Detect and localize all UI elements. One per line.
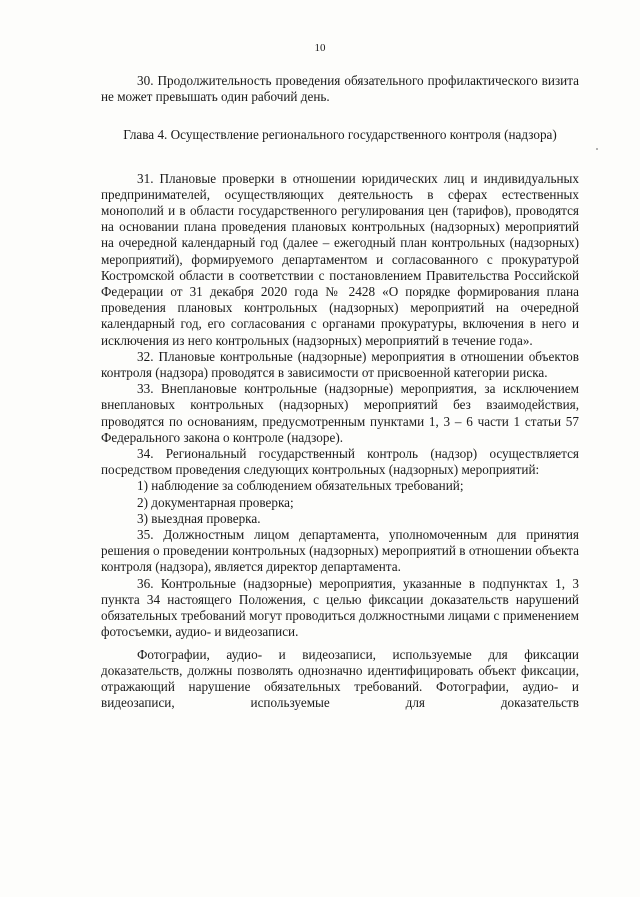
paragraph-32: 32. Плановые контрольные (надзорные) мероприятия в отношении объектов контроля (надзора) проводятся в зависимости от присвоенной категории риска. xyxy=(101,348,579,381)
paragraph-33: 33. Внеплановые контрольные (надзорные) мероприятия, за исключением внеплановых контрольных (надзорных) мероприятий без взаимодействия, проводятся по основаниям, предусмотренным пунктами 1, 3 – 6 части 1 статьи 57 Федерального закона о контроле (надзоре). xyxy=(101,381,579,445)
paragraph-35: 35. Должностным лицом департамента, уполномоченным для принятия решения о проведении контрольных (надзорных) мероприятий в отношении объекта контроля (надзора), является директор департамента. xyxy=(101,527,579,575)
page-number: 10 xyxy=(314,42,326,54)
list-item-3: 3) выездная проверка. xyxy=(137,510,261,526)
scan-speck xyxy=(596,148,598,150)
paragraph-photo-evidence: Фотографии, аудио- и видеозаписи, используемые для фиксации доказательств, должны позволять однозначно идентифицировать объект фиксации, отражающий нарушение обязательных требований. Фотографии, аудио- и видеозаписи, используемые для доказательств xyxy=(101,646,579,711)
paragraph-34: 34. Региональный государственный контроль (надзор) осуществляется посредством проведения следующих контрольных (надзорных) мероприятий: xyxy=(101,446,579,478)
paragraph-31: 31. Плановые проверки в отношении юридических лиц и индивидуальных предпринимателей, осуществляющих деятельность в сферах естественных монополий и в области государственного регулирования цен (тарифов), проводятся на основании плана проведения плановых контрольных (надзорных) мероприятий на очередной календарный год (далее – ежегодный план контрольных (надзорных) мероприятий), формируемого департаментом и согласованного с прокуратурой Костромской области в соответствии с постановлением Правительства Российской Федерации от 31 декабря 2020 года № 2428 «О порядке формирования плана проведения плановых контрольных (надзорных) мероприятий на очередной календарный год, его согласования с органами прокуратуры, включения в него и исключения из него контрольных (надзорных) мероприятий в течение года». xyxy=(101,170,579,348)
list-item-2: 2) документарная проверка; xyxy=(137,494,294,510)
chapter-heading: Глава 4. Осуществление регионального государственного контроля (надзора) xyxy=(123,127,557,143)
document-body xyxy=(101,73,579,711)
paragraph-36: 36. Контрольные (надзорные) мероприятия, указанные в подпунктах 1, 3 пункта 34 настоящего Положения, с целью фиксации доказательств нарушений обязательных требований могут проводиться должностными лицами с применением фотосъемки, аудио- и видеозаписи. xyxy=(101,575,579,640)
paragraph-30: 30. Продолжительность проведения обязательного профилактического визита не может превышать один рабочий день. xyxy=(101,73,579,105)
list-item-1: 1) наблюдение за соблюдением обязательных требований; xyxy=(137,478,464,494)
